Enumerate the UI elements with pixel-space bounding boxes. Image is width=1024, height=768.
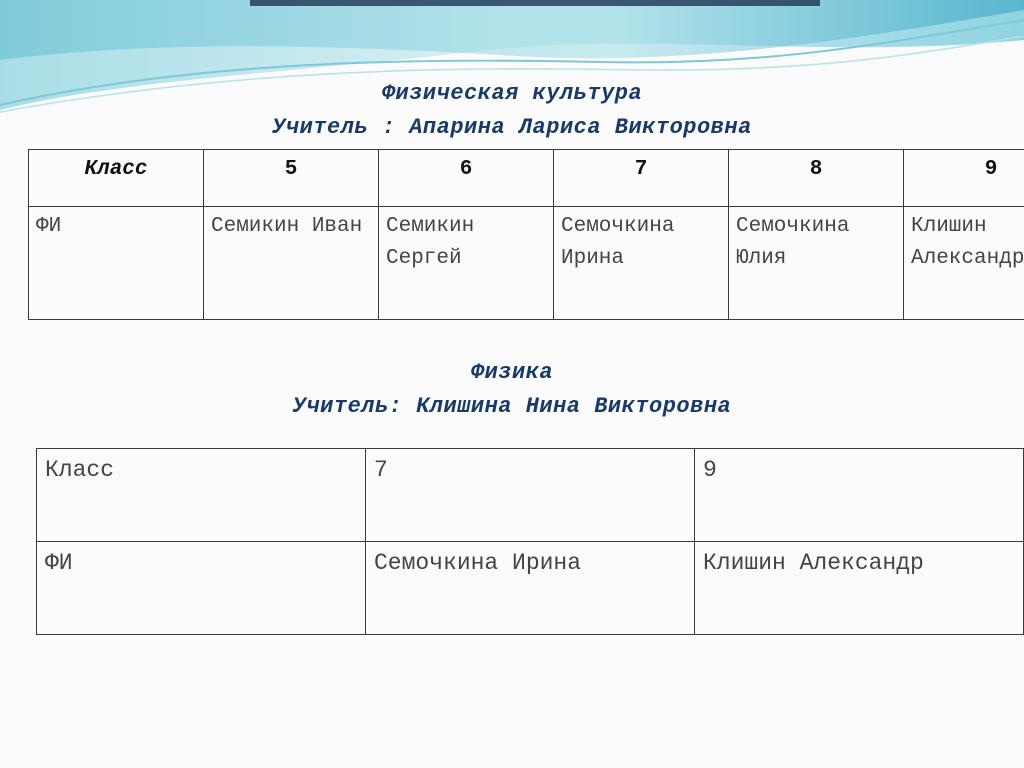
table-cell: Семочкина Юлия (729, 207, 904, 320)
table-row (37, 449, 1024, 542)
table-row (29, 150, 1024, 207)
header-cell: 9 (695, 449, 1024, 542)
table-cell: ФИ (29, 207, 204, 320)
header-cell: Класс (37, 449, 366, 542)
table-cell: ФИ (37, 542, 366, 635)
table-row (29, 207, 1024, 320)
header-cell: 8 (729, 150, 904, 207)
table-row (37, 542, 1024, 635)
table-cell: Клишин Александр (695, 542, 1024, 635)
header-cell: Класс (29, 150, 204, 207)
pe-table (28, 149, 1024, 320)
table-cell: Семикин Иван (204, 207, 379, 320)
section1-title: Физическая культура (381, 81, 643, 106)
section2-teacher: Учитель: Клишина Нина Викторовна (292, 394, 732, 419)
header-cell: 5 (204, 150, 379, 207)
header-cell: 7 (366, 449, 695, 542)
header-cell: 7 (554, 150, 729, 207)
header-cell: 9 (904, 150, 1024, 207)
section1-teacher: Учитель : Апарина Лариса Викторовна (272, 115, 752, 140)
physics-table (36, 448, 1024, 635)
section2-title: Физика (470, 360, 554, 385)
table-cell: Семикин Сергей (379, 207, 554, 320)
table-cell: Семочкина Ирина (554, 207, 729, 320)
header-cell: 6 (379, 150, 554, 207)
table-cell: Семочкина Ирина (366, 542, 695, 635)
table-cell: Клишин Александр (904, 207, 1024, 320)
